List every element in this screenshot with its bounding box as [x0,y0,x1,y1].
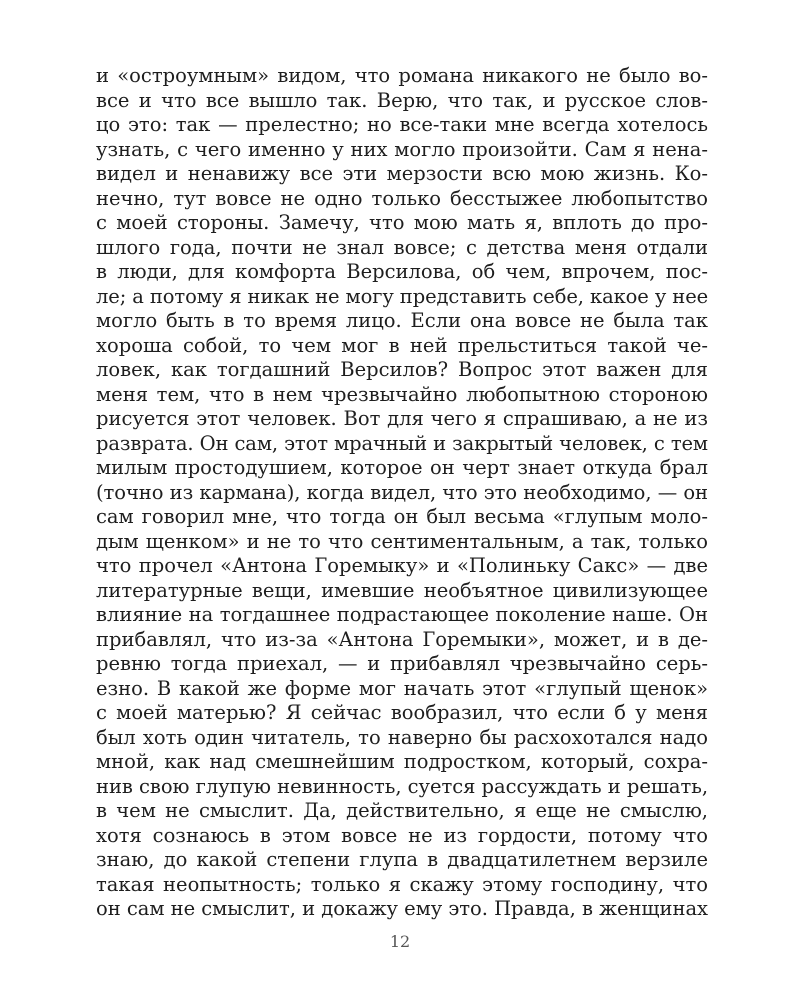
text-line: с моей матерью? Я сейчас вообразил, что если б у меня [96,701,708,724]
text-line: знаю, до какой степени глупа в двадцатилетнем верзиле [96,848,708,871]
text-line: шлого года, почти не знал вовсе; с детства меня отдали [96,235,708,259]
text-line: был хоть один читатель, то наверно бы расхохотался надо [96,725,708,749]
text-line: рисуется этот человек. Вот для чего я спрашиваю, а не из [96,407,708,430]
text-line: мной, как над смешнейшим подростком, который, сохра- [96,750,708,773]
text-line: прибавлял, что из-за «Антона Горемыки», может, и в де- [96,627,708,651]
text-line: узнать, с чего именно у них могло произойти. Сам я нена- [96,137,708,161]
text-line: такая неопытность; только я скажу этому господину, что [96,872,708,896]
text-line: ловек, как тогдашний Версилов? Вопрос этот важен для [96,358,708,381]
text-line: сам говорил мне, что тогда он был весьма «глупым моло- [96,505,708,528]
page-number: 12 [389,932,411,951]
text-line: ревню тогда приехал, — и прибавлял чрезвычайно серь- [96,652,708,675]
text-line: милым простодушием, которое он черт знает откуда брал [96,456,708,479]
text-line: нив свою глупую невинность, суется рассуждать и решать, [96,774,708,798]
text-line: что прочел «Антона Горемыку» и «Полиньку Сакс» — две [96,554,708,577]
text-line: хороша собой, то чем мог в ней прельститься такой че- [96,333,708,357]
text-line: хотя сознаюсь в этом вовсе не из гордости, потому что [96,823,708,847]
text-line: все и что все вышло так. Верю, что так, и русское слов- [96,88,708,112]
text-line: видел и ненавижу все эти мерзости всю мою жизнь. Ко- [96,162,708,185]
text-line: в люди, для комфорта Версилова, об чем, впрочем, пос- [96,260,708,283]
text-line: (точно из кармана), когда видел, что это необходимо, — он [96,480,708,504]
text-line: и «остроумным» видом, что романа никакого не было во- [96,64,708,87]
text-line: дым щенком» и не то что сентиментальным, а так, только [96,529,708,553]
text-line: могло быть в то время лицо. Если она вовсе не была так [96,309,708,332]
text-line: литературные вещи, имевшие необъятное цивилизующее [96,578,708,602]
text-line: цо это: так — прелестно; но все-таки мне всегда хотелось [96,113,708,136]
text-line: с моей стороны. Замечу, что мою мать я, вплоть до про- [96,211,708,234]
text-line: влияние на тогдашнее подрастающее поколение наше. Он [96,603,708,626]
text-line: езно. В какой же форме мог начать этот «глупый щенок» [96,676,708,700]
text-line: меня тем, что в нем чрезвычайно любопытною стороною [96,382,708,406]
text-line: ле; а потому я никак не могу представить себе, какое у нее [96,284,709,308]
text-line: нечно, тут вовсе не одно только бесстыжее любопытство [96,186,708,210]
text-line: в чем не смыслит. Да, действительно, я еще не смыслю, [96,799,708,822]
body-text [96,64,708,922]
text-line: он сам не смыслит, и докажу ему это. Правда, в женщинах [96,897,708,920]
text-line: разврата. Он сам, этот мрачный и закрытый человек, с тем [96,431,708,455]
